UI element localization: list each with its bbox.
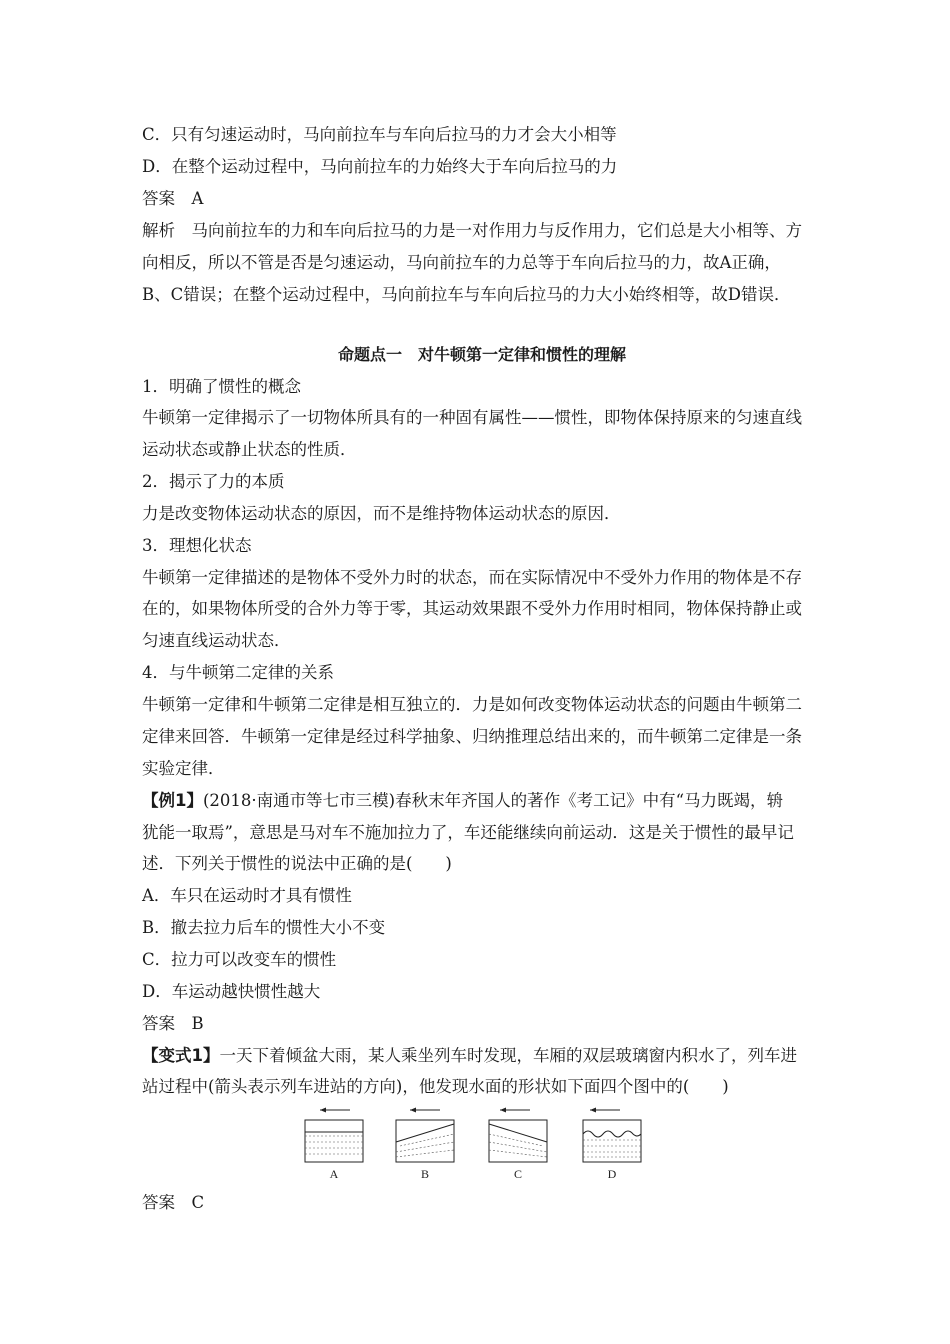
body-text: 在的，如果物体所受的合外力等于零，其运动效果跟不受外力作用时相同，物体保持静止或 bbox=[142, 599, 802, 618]
option-c: C．拉力可以改变车的惯性 bbox=[142, 950, 337, 969]
option-b: B．撤去拉力后车的惯性大小不变 bbox=[142, 918, 386, 937]
option-d-text: D．在整个运动过程中，马向前拉车的力始终大于车向后拉马的力 bbox=[142, 157, 618, 176]
variant-1-line bbox=[142, 1045, 822, 1067]
option-c-text: C．只有匀速运动时，马向前拉车与车向后拉马的力才会大小相等 bbox=[142, 125, 617, 144]
figure-d bbox=[583, 1108, 641, 1182]
example-text: (2018·南通市等七市三模)春秋末年齐国人的著作《考工记》中有“马力既竭，辀 bbox=[202, 791, 784, 810]
figure-c bbox=[489, 1108, 547, 1182]
example-answer: 答案 B bbox=[142, 1014, 204, 1033]
analysis-line: 向相反，所以不管是否是匀速运动，马向前拉车的力总等于车向后拉马的力，故A正确， bbox=[142, 253, 781, 272]
variant-text: 站过程中(箭头表示列车进站的方向)，他发现水面的形状如下面四个图中的( ) bbox=[142, 1077, 729, 1096]
section-heading: 命题点一 对牛顿第一定律和惯性的理解 bbox=[337, 345, 626, 364]
example-text: 犹能一取焉”，意思是马对车不施加拉力了，车还能继续向前运动．这是关于惯性的最早记 bbox=[142, 823, 794, 842]
body-text: 运动状态或静止状态的性质． bbox=[142, 440, 357, 459]
body-text: 定律来回答．牛顿第一定律是经过科学抽象、归纳推理总结出来的，而牛顿第二定律是一条 bbox=[142, 727, 802, 746]
body-text: 牛顿第一定律揭示了一切物体所具有的一种固有属性——惯性，即物体保持原来的匀速直线 bbox=[142, 408, 802, 427]
analysis-line: B、C错误；在整个运动过程中，马向前拉车与车向后拉马的力大小始终相等，故D错误． bbox=[142, 285, 791, 304]
example-text: 述．下列关于惯性的说法中正确的是( ) bbox=[142, 854, 452, 873]
figure-label-a: A bbox=[329, 1167, 339, 1181]
answer-text: 答案 A bbox=[142, 189, 204, 208]
water-surface-figure bbox=[300, 1106, 650, 1186]
variant-tag: 【变式1】 bbox=[142, 1046, 220, 1065]
figure-label-b: B bbox=[420, 1167, 430, 1181]
point-title: 3．理想化状态 bbox=[142, 536, 252, 555]
figure-b bbox=[396, 1108, 454, 1182]
analysis-line: 解析 马向前拉车的力和车向后拉马的力是一对作用力与反作用力，它们总是大小相等、方 bbox=[142, 221, 802, 240]
body-text: 匀速直线运动状态． bbox=[142, 631, 291, 650]
point-title: 4．与牛顿第二定律的关系 bbox=[142, 663, 334, 682]
body-text: 牛顿第一定律和牛顿第二定律是相互独立的．力是如何改变物体运动状态的问题由牛顿第二 bbox=[142, 695, 802, 714]
figure-label-d: D bbox=[607, 1167, 617, 1181]
option-a: A．车只在运动时才具有惯性 bbox=[142, 886, 352, 905]
figure-a bbox=[305, 1108, 363, 1182]
variant-text: 一天下着倾盆大雨，某人乘坐列车时发现，车厢的双层玻璃窗内积水了，列车进 bbox=[219, 1046, 797, 1065]
body-text: 力是改变物体运动状态的原因，而不是维持物体运动状态的原因． bbox=[142, 504, 621, 523]
point-title: 1．明确了惯性的概念 bbox=[142, 377, 301, 396]
body-text: 实验定律． bbox=[142, 759, 225, 778]
option-d: D．车运动越快惯性越大 bbox=[142, 982, 321, 1001]
point-title: 2．揭示了力的本质 bbox=[142, 472, 285, 491]
example-1-line bbox=[142, 790, 822, 812]
figure-label-c: C bbox=[513, 1167, 523, 1181]
variant-answer: 答案 C bbox=[142, 1193, 205, 1212]
body-text: 牛顿第一定律描述的是物体不受外力时的状态，而在实际情况中不受外力作用的物体是不存 bbox=[142, 568, 802, 587]
example-tag: 【例1】 bbox=[142, 791, 203, 810]
